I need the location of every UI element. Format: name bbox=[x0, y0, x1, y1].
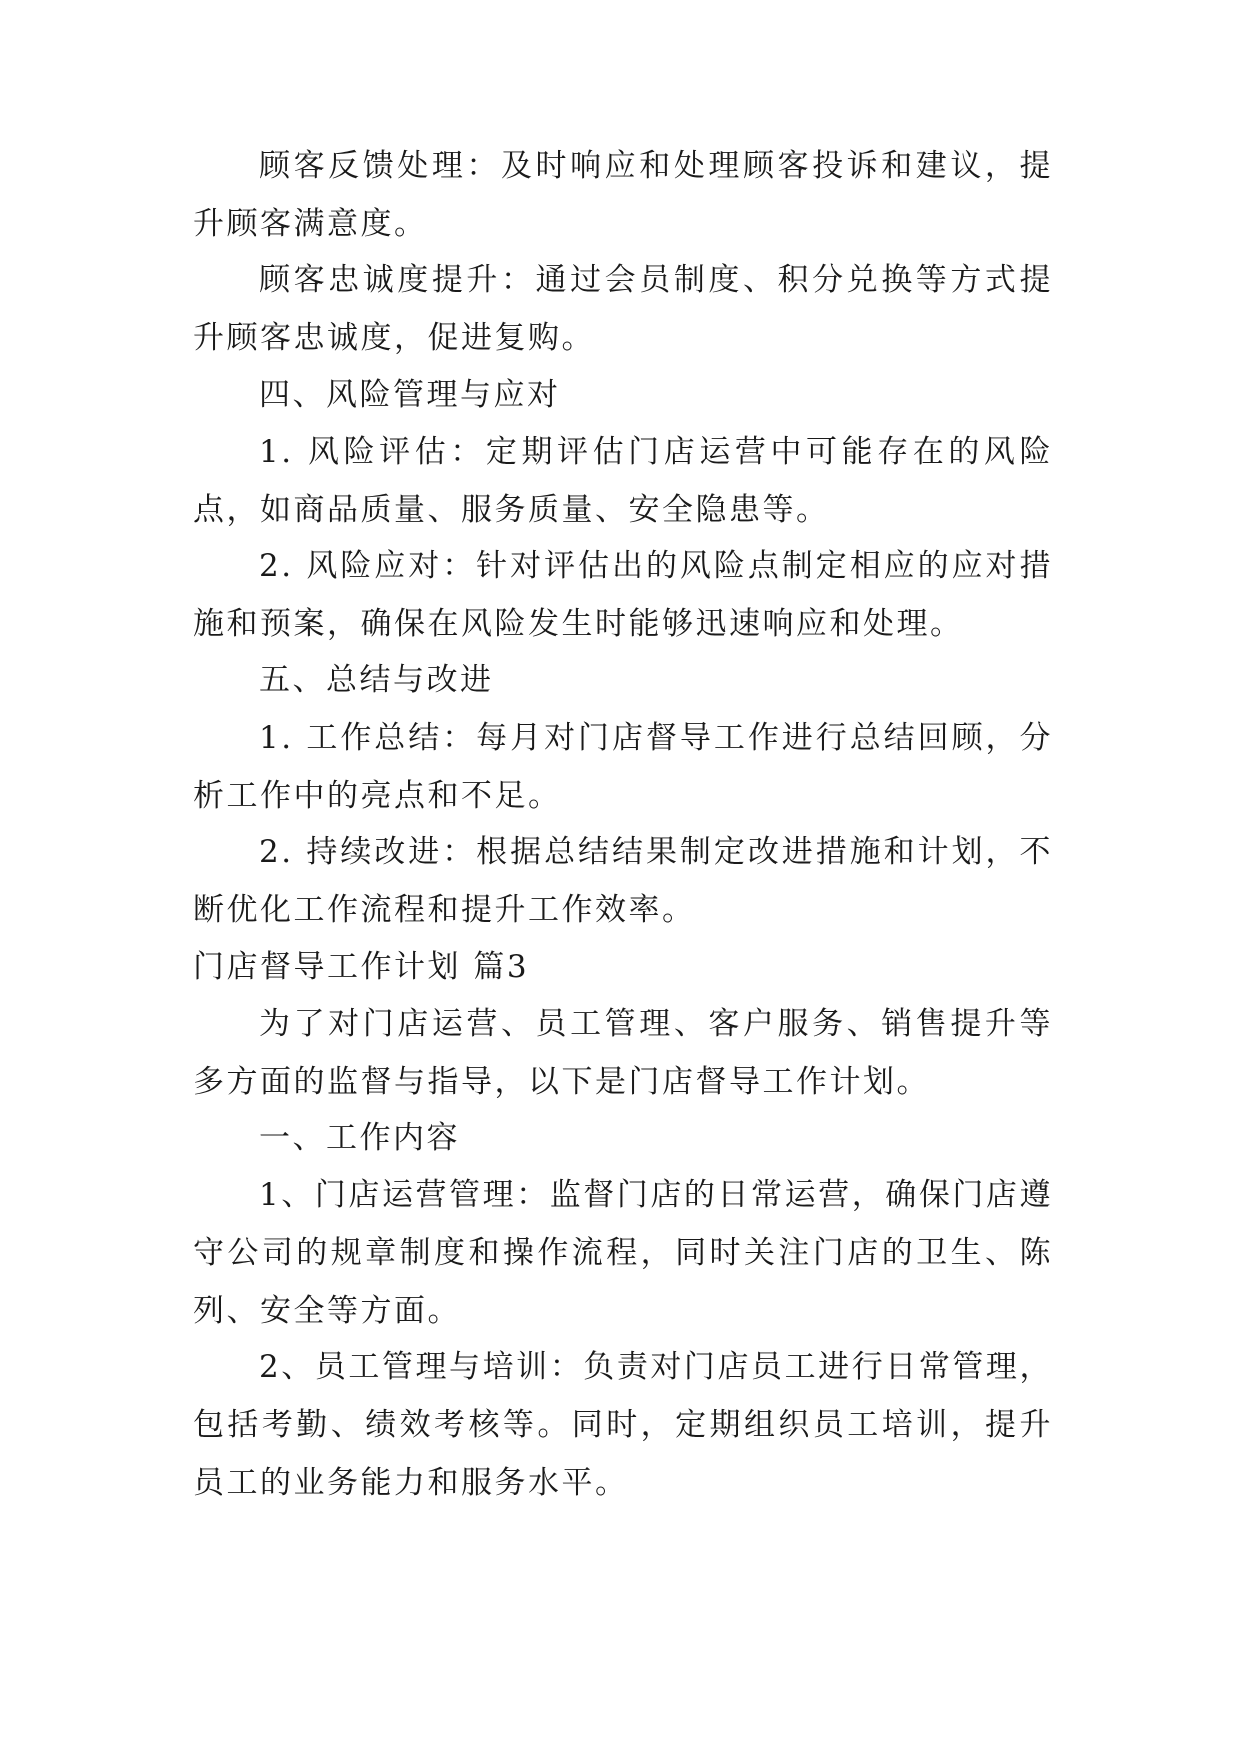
paragraph-risk-response: 2. 风险应对：针对评估出的风险点制定相应的应对措施和预案，确保在风险发生时能够迅速响应和处理。 bbox=[193, 548, 1053, 642]
section-heading-work-content: 一、工作内容 bbox=[259, 1120, 460, 1156]
paragraph-staff-management: 2、员工管理与培训：负责对门店员工进行日常管理，包括考勤、绩效考核等。同时，定期组织员工培训，提升员工的业务能力和服务水平。 bbox=[193, 1349, 1053, 1501]
paragraph-customer-loyalty: 顾客忠诚度提升：通过会员制度、积分兑换等方式提升顾客忠诚度，促进复购。 bbox=[193, 262, 1053, 356]
section-heading-summary: 五、总结与改进 bbox=[259, 662, 494, 698]
paragraph-continuous-improvement: 2. 持续改进：根据总结结果制定改进措施和计划，不断优化工作流程和提升工作效率。 bbox=[193, 834, 1053, 928]
paragraph-intro: 为了对门店运营、员工管理、客户服务、销售提升等多方面的监督与指导，以下是门店督导工作计划。 bbox=[193, 1006, 1053, 1100]
paragraph-customer-feedback: 顾客反馈处理：及时响应和处理顾客投诉和建议，提升顾客满意度。 bbox=[193, 148, 1053, 242]
paragraph-store-operations: 1、门店运营管理：监督门店的日常运营，确保门店遵守公司的规章制度和操作流程，同时关注门店的卫生、陈列、安全等方面。 bbox=[193, 1177, 1053, 1329]
document-title-part3: 门店督导工作计划 篇3 bbox=[193, 949, 530, 985]
paragraph-risk-assessment: 1. 风险评估：定期评估门店运营中可能存在的风险点，如商品质量、服务质量、安全隐患等。 bbox=[193, 434, 1053, 528]
paragraph-work-summary: 1. 工作总结：每月对门店督导工作进行总结回顾，分析工作中的亮点和不足。 bbox=[193, 720, 1053, 814]
section-heading-risk: 四、风险管理与应对 bbox=[259, 377, 561, 413]
